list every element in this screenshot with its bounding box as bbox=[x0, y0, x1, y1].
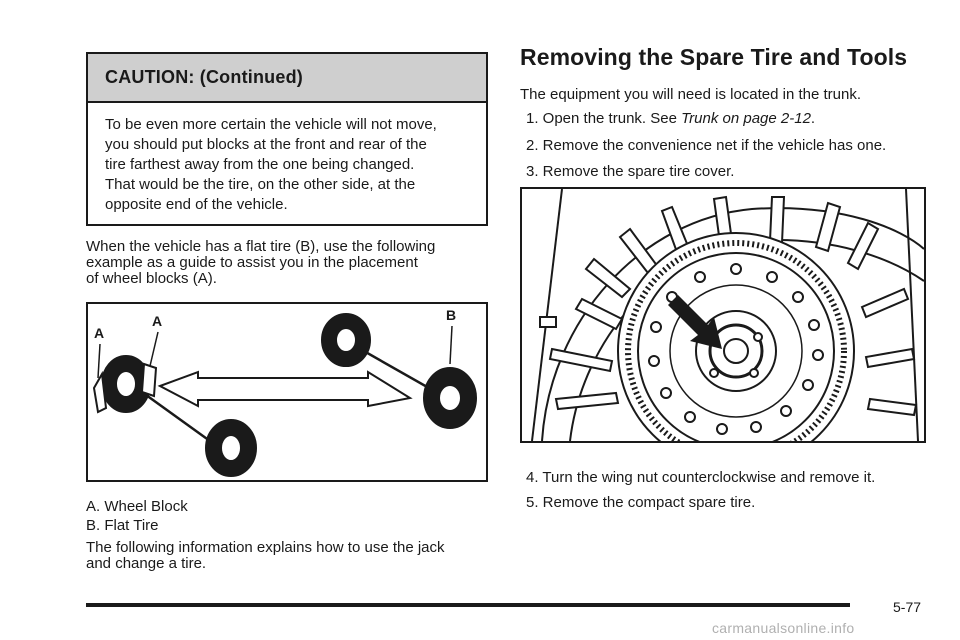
hub-flat bbox=[439, 385, 461, 411]
hub-rear-left bbox=[336, 328, 356, 352]
rib bbox=[540, 317, 556, 327]
rib bbox=[848, 223, 878, 269]
page-reference-link[interactable]: Trunk on page 2-12 bbox=[681, 110, 811, 127]
section-intro: The equipment you will need is located in the trunk. bbox=[520, 86, 862, 103]
rim-hole bbox=[781, 406, 791, 416]
jack-paragraph bbox=[86, 540, 486, 572]
spare-tire-illustration bbox=[522, 189, 924, 441]
paragraph-line: and change a tire. bbox=[86, 555, 207, 572]
hub-front-left bbox=[116, 371, 136, 397]
spare-tire-figure bbox=[520, 187, 926, 443]
step-3: 3. Remove the spare tire cover. bbox=[526, 163, 735, 180]
section-heading: Removing the Spare Tire and Tools bbox=[520, 44, 908, 70]
rim-hole bbox=[695, 272, 705, 282]
legend-item-b: B. Flat Tire bbox=[86, 517, 159, 534]
rim-hole bbox=[751, 422, 761, 432]
step-2: 2. Remove the convenience net if the vehicle has one. bbox=[526, 137, 887, 154]
rib bbox=[576, 299, 622, 329]
page-number: 5-77 bbox=[893, 599, 922, 615]
caution-text bbox=[88, 103, 486, 215]
step-1: 1. Open the trunk. See Trunk on page 2-12. bbox=[526, 110, 816, 127]
legend-item-a: A. Wheel Block bbox=[86, 498, 188, 515]
rim-hole bbox=[809, 320, 819, 330]
wheel-block-paragraph bbox=[86, 239, 486, 287]
watermark: carmanualsonline.info bbox=[712, 620, 855, 636]
hub-front-right bbox=[221, 435, 241, 461]
rim-hole bbox=[651, 322, 661, 332]
caution-line: To be even more certain the vehicle will not move, bbox=[105, 116, 437, 133]
caution-line: That would be the tire, on the other side, at the bbox=[105, 176, 416, 193]
rib bbox=[556, 393, 618, 409]
wing-nut-center bbox=[724, 339, 748, 363]
rim-hole bbox=[661, 388, 671, 398]
rib bbox=[550, 349, 612, 371]
double-arrow bbox=[160, 372, 410, 406]
paragraph-line: The following information explains how to use the jack bbox=[86, 539, 445, 556]
lug-hole bbox=[750, 369, 758, 377]
label-a-left: A bbox=[94, 325, 105, 341]
rim-hole bbox=[767, 272, 777, 282]
caution-line: you should put blocks at the front and rear of the bbox=[105, 136, 427, 153]
wheel-block-figure bbox=[86, 302, 488, 482]
rim-hole bbox=[685, 412, 695, 422]
rim-hole bbox=[813, 350, 823, 360]
rim-hole bbox=[731, 264, 741, 274]
caution-line: tire farthest away from the one being changed. bbox=[105, 156, 415, 173]
rib bbox=[770, 197, 784, 243]
label-a-right: A bbox=[152, 313, 163, 329]
leader-a2 bbox=[150, 332, 158, 366]
rib bbox=[862, 289, 908, 317]
rib bbox=[866, 349, 914, 367]
rib bbox=[586, 259, 630, 297]
caution-line: opposite end of the vehicle. bbox=[105, 196, 288, 213]
caution-box bbox=[86, 52, 488, 226]
paragraph-line: of wheel blocks (A). bbox=[86, 270, 217, 287]
rim-hole bbox=[717, 424, 727, 434]
rim-hole bbox=[649, 356, 659, 366]
paragraph-line: When the vehicle has a flat tire (B), use the following bbox=[86, 238, 436, 255]
lug-hole bbox=[710, 369, 718, 377]
lug-hole bbox=[754, 333, 762, 341]
leader-b bbox=[450, 326, 452, 364]
wheel-block-front bbox=[142, 364, 156, 396]
step-4: 4. Turn the wing nut counterclockwise and remove it. bbox=[526, 469, 876, 486]
wheel-block-illustration bbox=[88, 304, 486, 480]
paragraph-line: example as a guide to assist you in the placement bbox=[86, 254, 418, 271]
step-5: 5. Remove the compact spare tire. bbox=[526, 494, 756, 511]
rim-hole bbox=[803, 380, 813, 390]
label-b: B bbox=[446, 307, 457, 323]
leader-a1 bbox=[98, 344, 100, 378]
rim-hole bbox=[793, 292, 803, 302]
caution-title: CAUTION: (Continued) bbox=[88, 54, 486, 103]
rib bbox=[868, 399, 916, 415]
figure-legend bbox=[86, 497, 188, 535]
footer-rule bbox=[86, 603, 850, 607]
